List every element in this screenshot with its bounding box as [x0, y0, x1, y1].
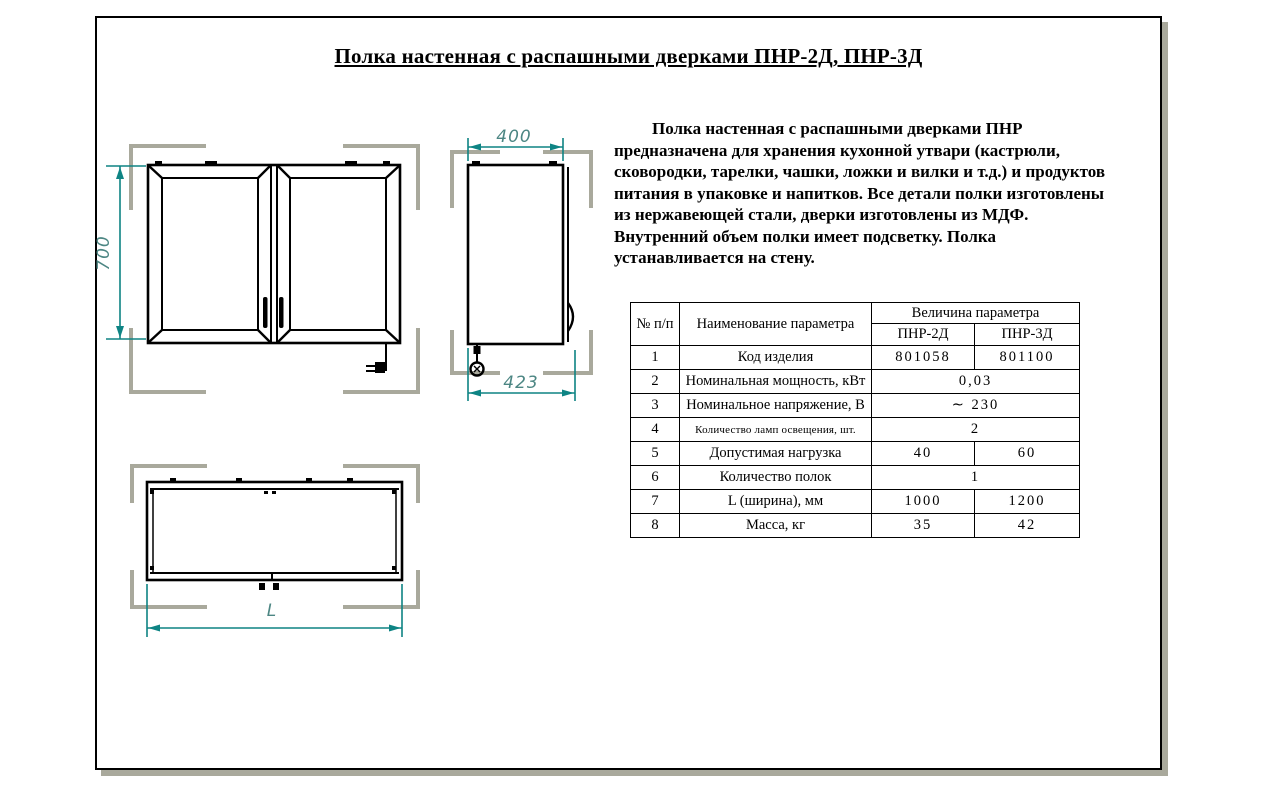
height-dimension-label: 700: [94, 235, 114, 271]
param-value-shared: 0,03: [872, 370, 1080, 394]
table-row: [631, 466, 1080, 490]
col-header-param-name: Наименование параметра: [680, 303, 872, 346]
row-num: 4: [631, 418, 680, 442]
power-cord-front: [366, 343, 386, 373]
table-row: [631, 346, 1080, 370]
side-view-width-dimension: [468, 127, 563, 161]
param-name: Количество ламп освещения, шт.: [680, 418, 872, 442]
param-value-pnr2d: 35: [872, 514, 975, 538]
param-value-pnr2d: 40: [872, 442, 975, 466]
row-num: 2: [631, 370, 680, 394]
width-dimension-label: 400: [496, 127, 532, 147]
param-value-shared: ∼ 230: [872, 394, 1080, 418]
spec-table: [630, 302, 1080, 538]
door-handles: [263, 297, 284, 328]
param-name: Допустимая нагрузка: [680, 442, 872, 466]
table-row: [631, 394, 1080, 418]
param-value-pnr3d: 801100: [975, 346, 1080, 370]
col-header-model-pnr3d: ПНР-3Д: [975, 324, 1080, 346]
top-view-length-dimension: [147, 584, 402, 637]
param-name: Номинальное напряжение, В: [680, 394, 872, 418]
col-header-num: № п/п: [631, 303, 680, 346]
param-name: L (ширина), мм: [680, 490, 872, 514]
product-description: Полка настенная с распашными дверками ПНР предназначена для хранения кухонной утвари (кастрюли, сковородки, тарелки, чашки, ложки и вилки и т.д.) и продуктов питания в упаковке и напитков. Все детали полки изготовлены из нержавеющей стали, дверки изготовлены из МДФ. Внутренний объем полки имеет подсветку. Полка устанавливается на стену.: [614, 119, 1106, 267]
page-title: Полка настенная с распашными дверками ПНР-2Д, ПНР-3Д: [334, 44, 923, 68]
hinge-marks: [155, 161, 390, 164]
row-num: 1: [631, 346, 680, 370]
param-name: Масса, кг: [680, 514, 872, 538]
param-value-pnr3d: 42: [975, 514, 1080, 538]
table-row: [631, 490, 1080, 514]
param-value-pnr3d: 60: [975, 442, 1080, 466]
row-num: 8: [631, 514, 680, 538]
param-value-pnr3d: 1200: [975, 490, 1080, 514]
side-view-drawing: [468, 161, 573, 376]
table-row: [631, 370, 1080, 394]
param-name: Количество полок: [680, 466, 872, 490]
top-view-drawing: [147, 478, 402, 590]
table-row: [631, 418, 1080, 442]
row-num: 5: [631, 442, 680, 466]
col-header-param-value: Величина параметра: [872, 303, 1080, 324]
depth-dimension-label: 423: [503, 373, 539, 393]
param-value-shared: 1: [872, 466, 1080, 490]
table-row: [631, 442, 1080, 466]
param-name: Код изделия: [680, 346, 872, 370]
side-view-crop-brackets: [452, 152, 591, 373]
front-view-height-dimension: [94, 166, 146, 339]
param-value-pnr2d: 1000: [872, 490, 975, 514]
row-num: 6: [631, 466, 680, 490]
row-num: 3: [631, 394, 680, 418]
side-top-marks: [472, 161, 557, 164]
param-value-pnr2d: 801058: [872, 346, 975, 370]
door-miter-joints: [149, 166, 399, 342]
front-view-drawing: [148, 161, 400, 373]
front-view-crop-brackets: [131, 146, 418, 392]
length-dimension-label: L: [266, 601, 278, 621]
param-value-shared: 2: [872, 418, 1080, 442]
power-cord-side: [471, 344, 484, 376]
table-row: [631, 514, 1080, 538]
col-header-model-pnr2d: ПНР-2Д: [872, 324, 975, 346]
row-num: 7: [631, 490, 680, 514]
param-name: Номинальная мощность, кВт: [680, 370, 872, 394]
